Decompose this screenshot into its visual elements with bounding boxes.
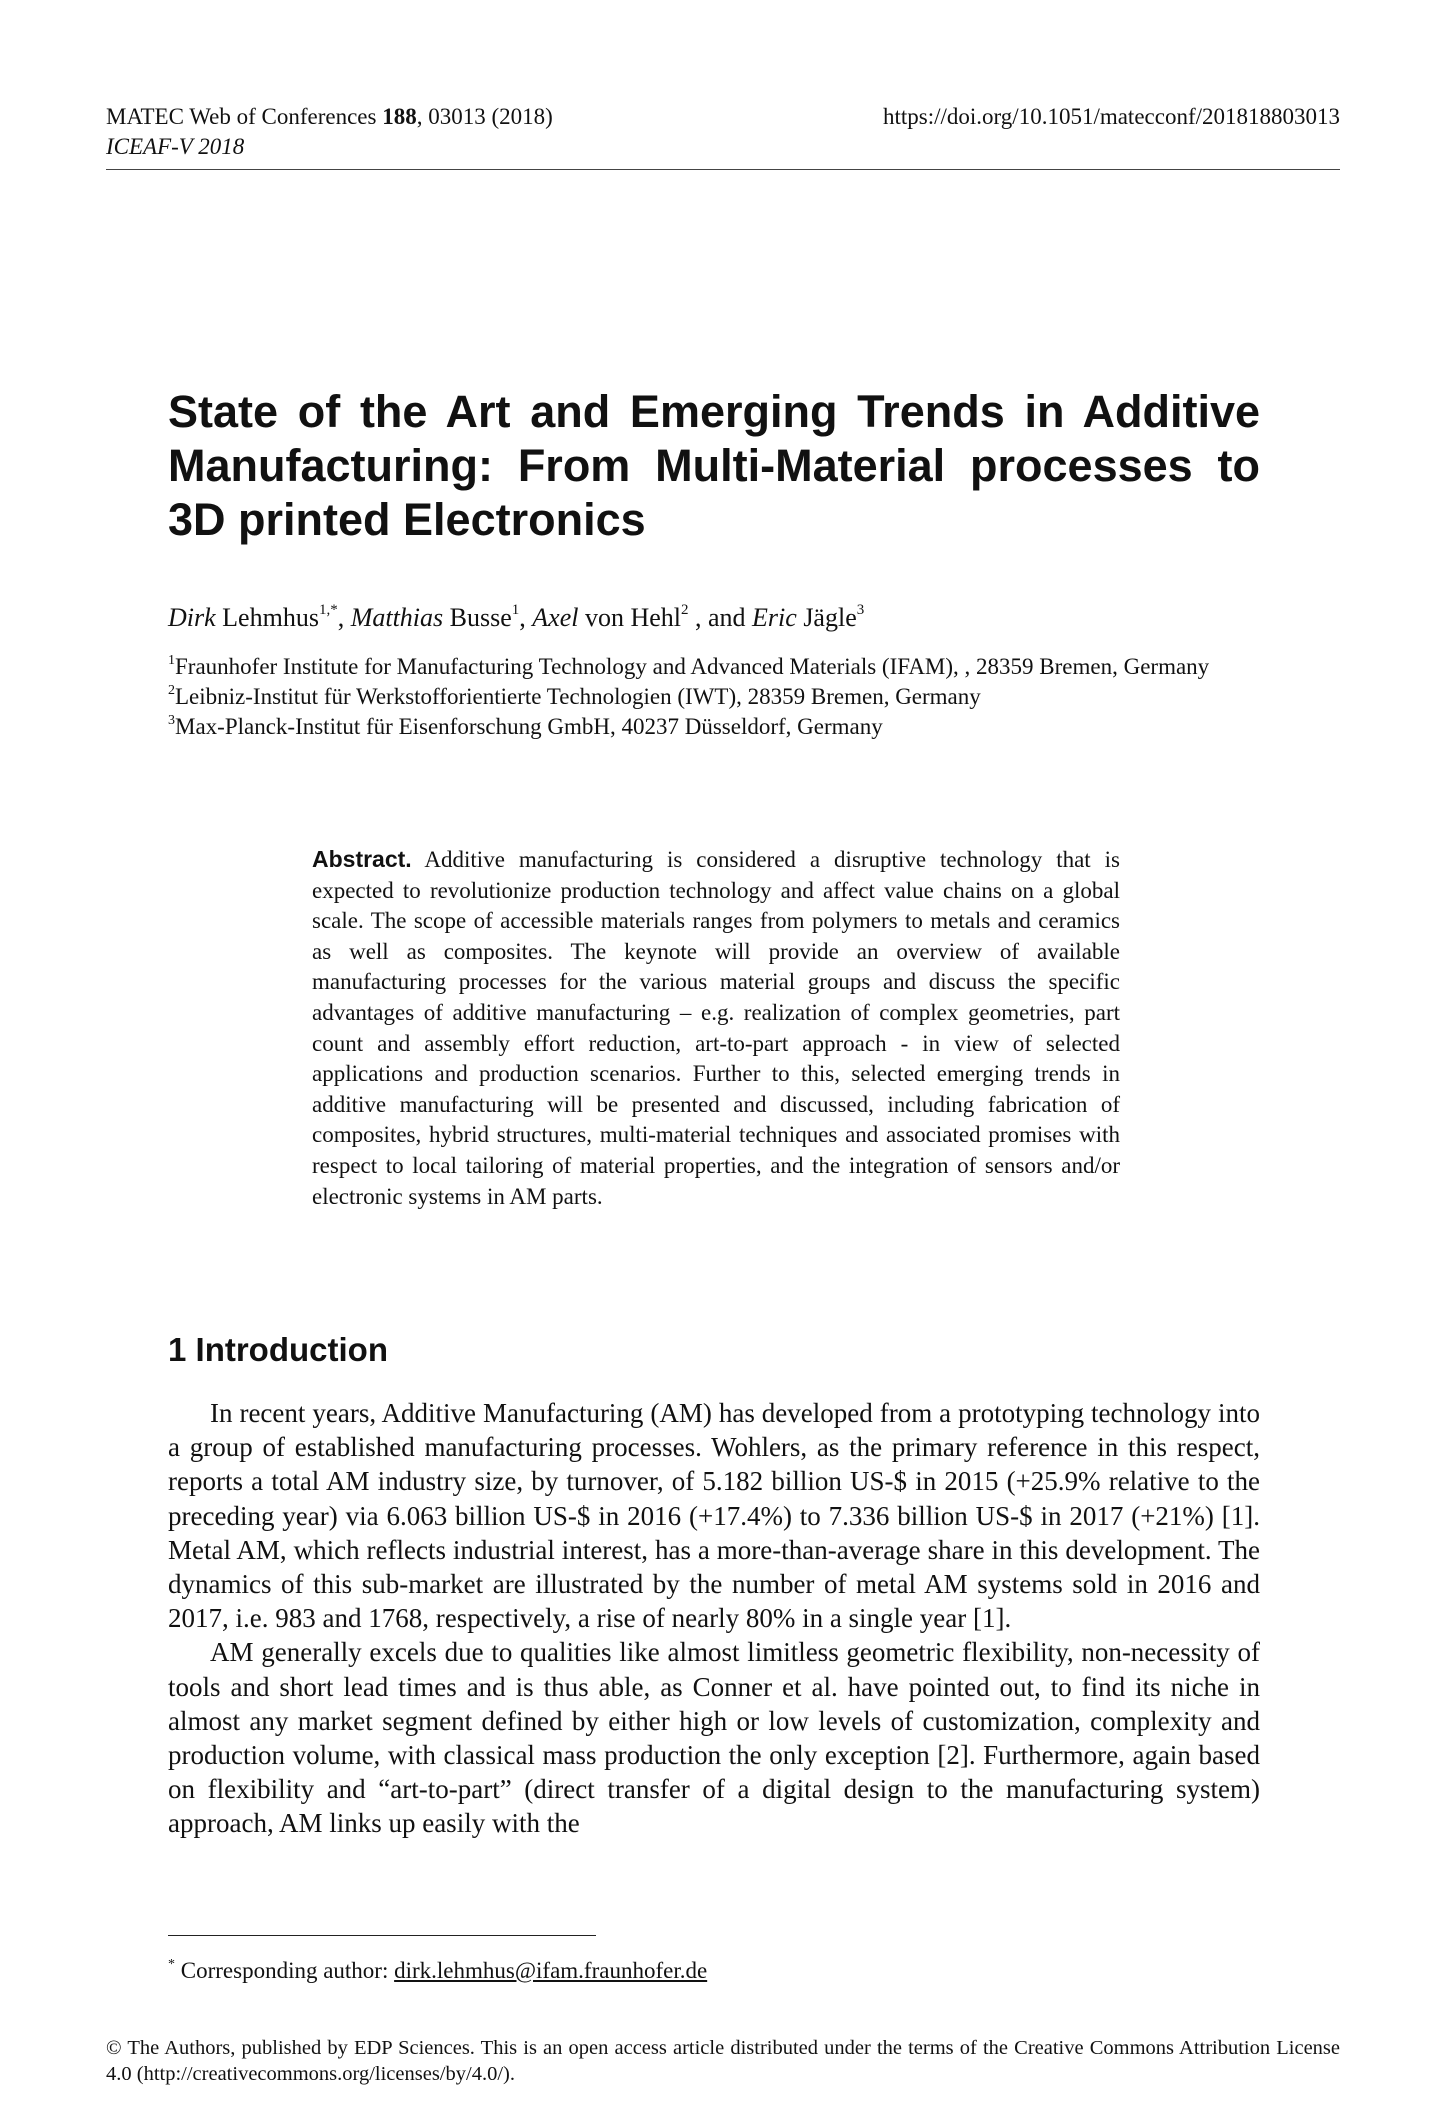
affiliation-1: $^1$Fraunhofer Institute for Manufacturing Technology and Advanced Materials (IFAM), , 28359 Bremen, Germany [168, 653, 1210, 679]
abstract [312, 844, 1120, 1212]
header-divider [106, 169, 1340, 170]
section-body [168, 1396, 1260, 1841]
author: Axel von Hehl$^2$ [532, 602, 689, 632]
affiliations [168, 652, 1260, 742]
corresponding-email-link[interactable]: dirk.lehmhus@ifam.fraunhofer.de [394, 1958, 708, 1983]
author: Eric Jägle$^3$ [752, 602, 865, 632]
footnote-divider [168, 1935, 596, 1936]
conference-name: ICEAF-V 2018 [106, 134, 245, 159]
doi-link[interactable]: https://doi.org/10.1051/matecconf/201818803013 [883, 104, 1340, 129]
paragraph: In recent years, Additive Manufacturing (AM) has developed from a prototyping technology into a group of established manufacturing processes. Wohlers, as the primary reference in this respect, reports a total AM industry size, by turnover, of 5.182 billion US-$ in 2015 (+25.9% relative to the preceding year) via 6.063 billion US-$ in 2016 (+17.4%) to 7.336 billion US-$ in 2017 (+21%) [1]. Metal AM, which reflects industrial interest, has a more-than-average share in this development. The dynamics of this sub-market are illustrated by the number of metal AM systems sold in 2016 and 2017, i.e. 983 and 1768, respectively, a rise of nearly 80% in a single year [1]. [168, 1398, 1260, 1634]
paper-title: State of the Art and Emerging Trends in Additive Manufacturing: From Multi-Material processes to 3D printed Electronics [168, 386, 1260, 545]
author: Matthias Busse$^1$ [350, 602, 520, 632]
running-header-left [106, 102, 553, 162]
footnote: * Corresponding author: dirk.lehmhus@ifam.fraunhofer.de [168, 1957, 708, 1983]
paragraph: AM generally excels due to qualities like almost limitless geometric flexibility, non-necessity of tools and short lead times and is thus able, as Conner et al. have pointed out, to find its niche in almost any market segment defined by either high or low levels of customization, complexity and production volume, with classical mass production the only exception [2]. Furthermore, again based on flexibility and “art-to-part” (direct transfer of a digital design to the manufacturing system) approach, AM links up easily with the [168, 1637, 1260, 1839]
section-heading: 1 Introduction [168, 1331, 388, 1368]
affiliation-2: $^2$Leibniz-Institut für Werkstofforientierte Technologien (IWT), 28359 Bremen, Germany [168, 683, 981, 709]
abstract-label: Abstract. [312, 846, 412, 872]
author: Dirk Lehmhus$^{1,*}$ [168, 602, 338, 632]
affiliation-3: $^3$Max-Planck-Institut für Eisenforschung GmbH, 40237 Düsseldorf, Germany [168, 713, 883, 739]
journal-citation: MATEC Web of Conferences 188, 03013 (2018) [106, 104, 553, 129]
license-notice: © The Authors, published by EDP Sciences. This is an open access article distributed under the terms of the Creative Commons Attribution License 4.0 (http://creativecommons.org/licenses/by/4.0/). [106, 2037, 1340, 2085]
author-list: Dirk Lehmhus$^{1,*}$, Matthias Busse$^1$, Axel von Hehl$^2$ , and Eric Jägle$^3$ [168, 602, 865, 632]
journal-volume: 188 [382, 104, 417, 129]
abstract-text: Additive manufacturing is considered a disruptive technology that is expected to revolutionize production technology and affect value chains on a global scale. The scope of accessible materials ranges from polymers to metals and ceramics as well as composites. The keynote will provide an overview of available manufacturing processes for the various material groups and discuss the specific advantages of additive manufacturing – e.g. realization of complex geometries, part count and assembly effort reduction, art-to-part approach - in view of selected applications and production scenarios. Further to this, selected emerging trends in additive manufacturing will be presented and discussed, including fabrication of composites, hybrid structures, multi-material techniques and associated promises with respect to local tailoring of material properties, and the integration of sensors and/or electronic systems in AM parts. [312, 847, 1120, 1209]
